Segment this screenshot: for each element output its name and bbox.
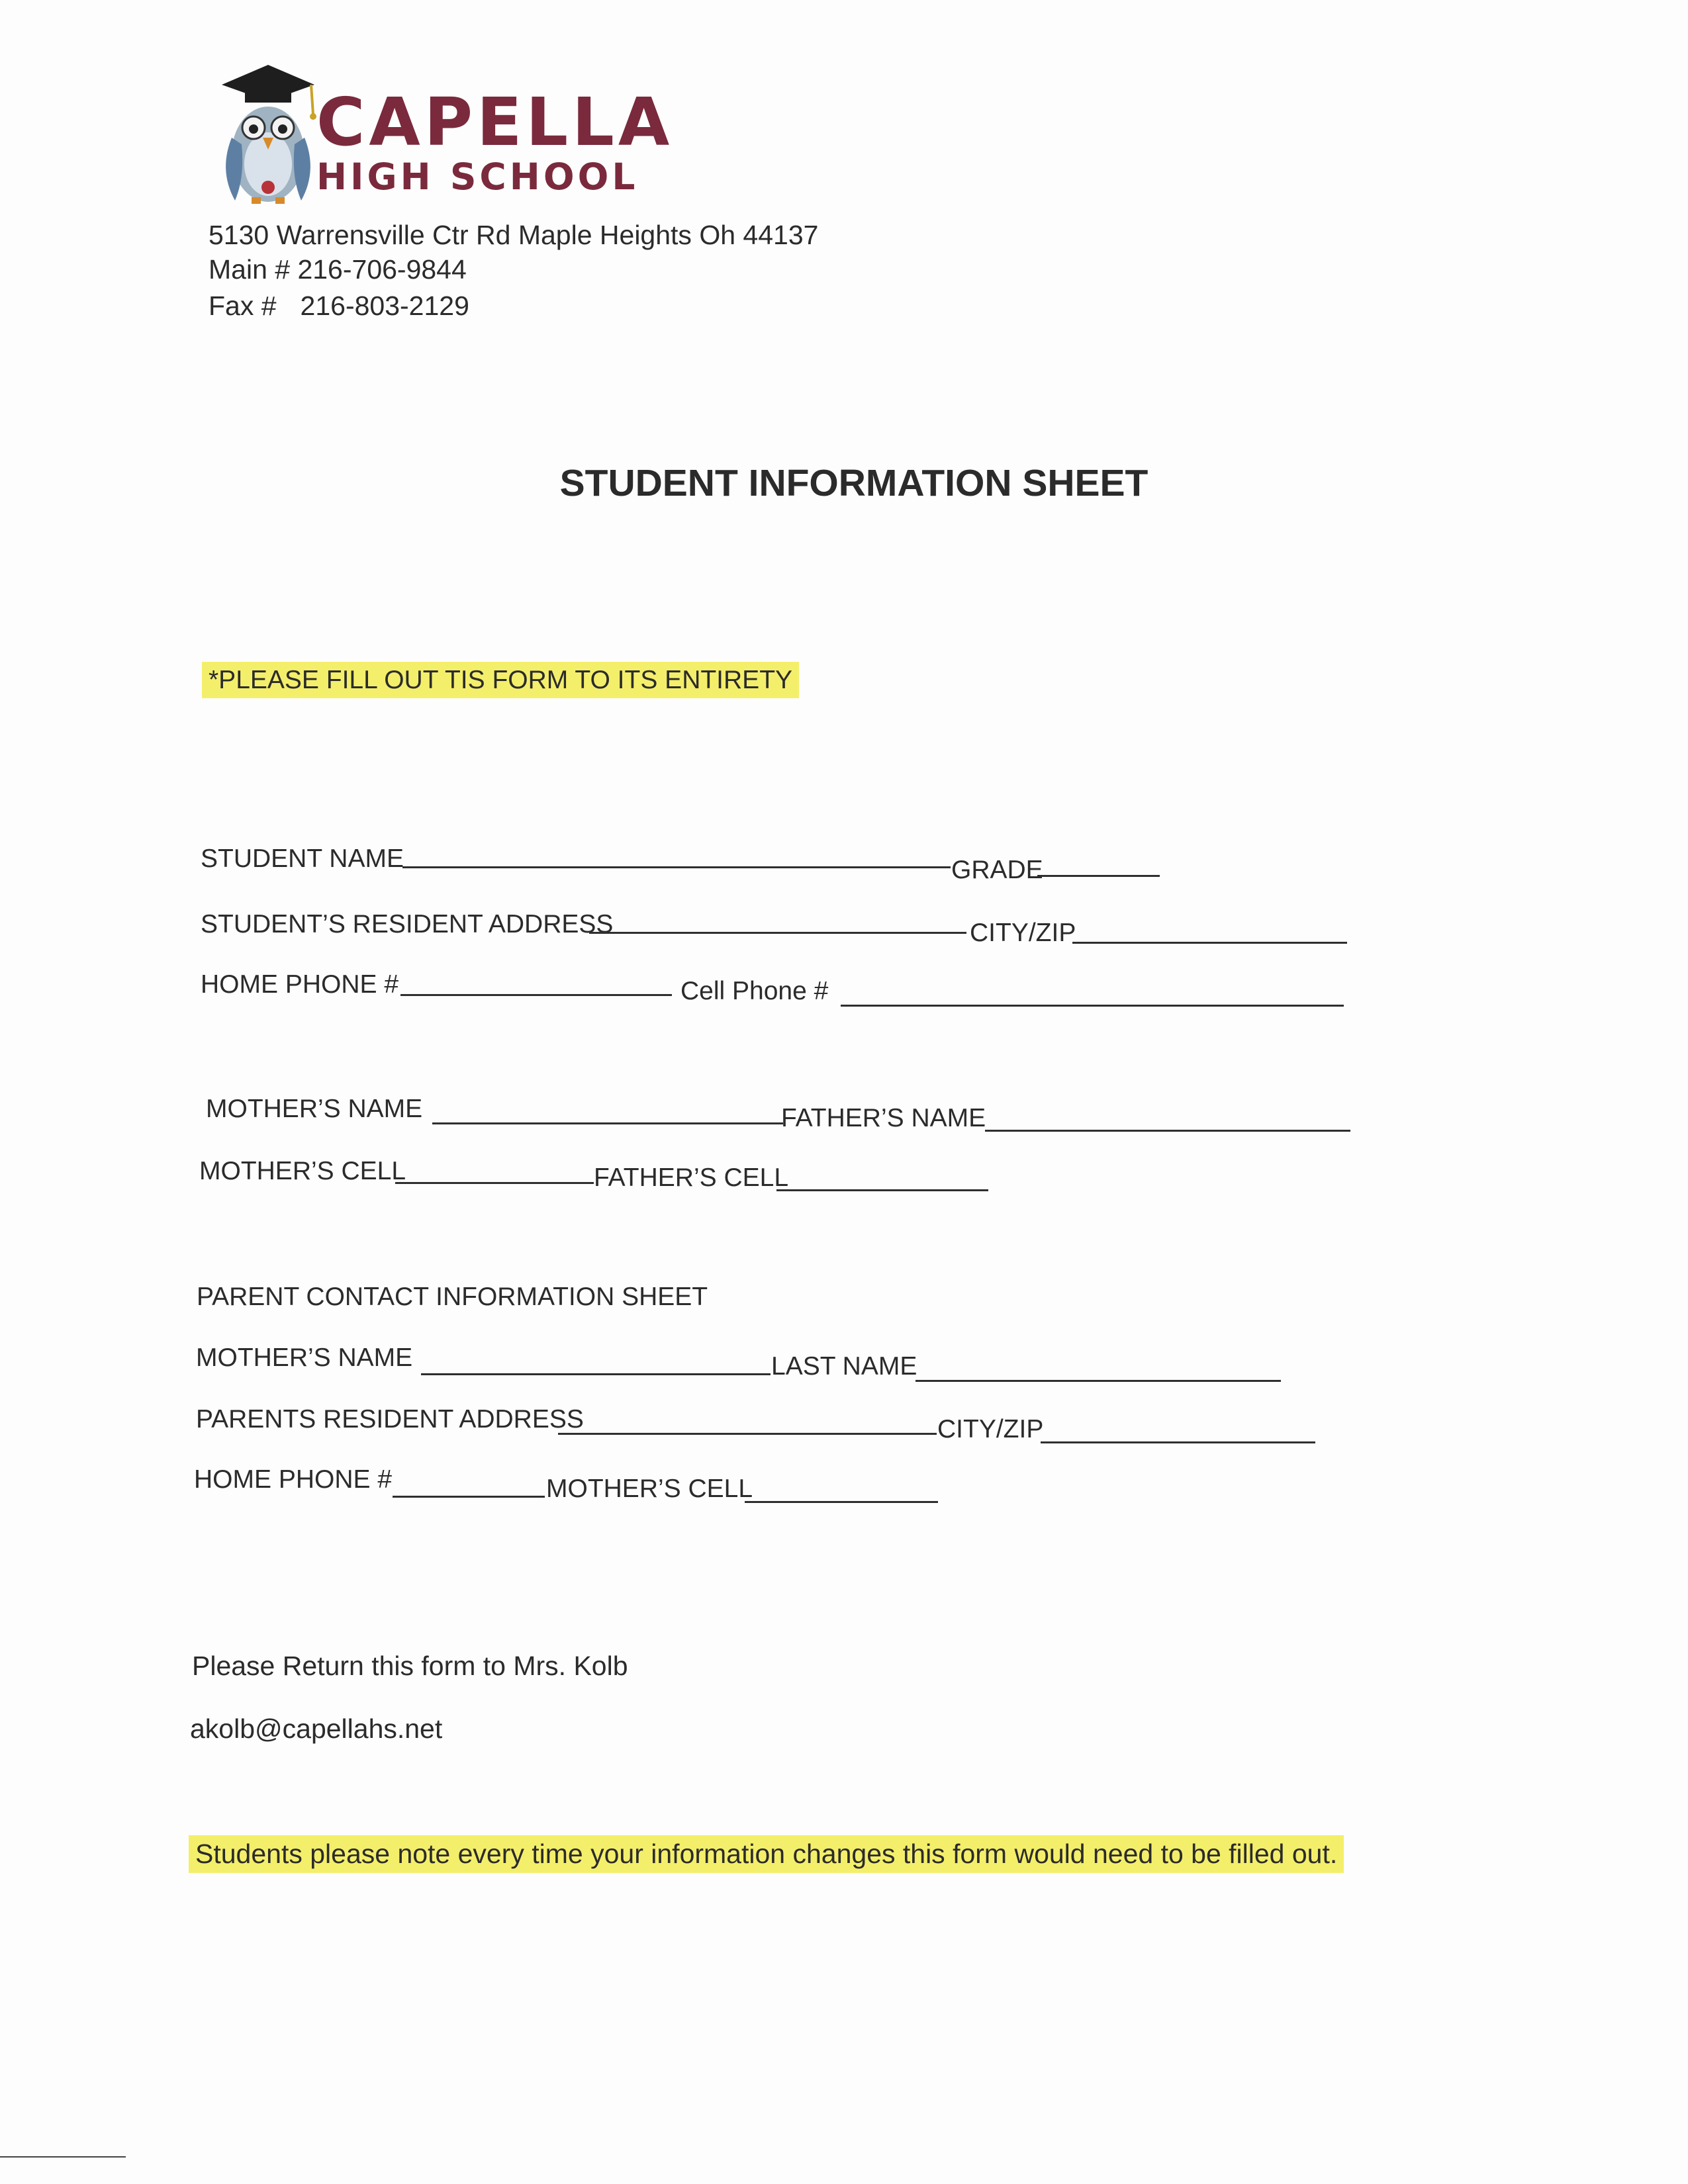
fax-number: 216-803-2129 — [300, 291, 469, 321]
student-name-label: STUDENT NAME — [201, 844, 404, 873]
school-name: CAPELLA — [316, 83, 674, 161]
contact-email[interactable]: akolb@capellahs.net — [190, 1713, 443, 1744]
fathers-name-label: FATHER’S NAME — [781, 1104, 986, 1132]
parent-contact-heading: PARENT CONTACT INFORMATION SHEET — [197, 1283, 708, 1311]
mothers-cell-field[interactable] — [395, 1182, 594, 1184]
last-name-field[interactable] — [915, 1380, 1281, 1382]
home-phone-field[interactable] — [400, 994, 672, 996]
school-subtitle: HIGH SCHOOL — [316, 156, 639, 198]
update-notice: Students please note every time your information changes this form would need to be filled out. — [189, 1835, 1344, 1873]
student-address-label: STUDENT’S RESIDENT ADDRESS — [201, 910, 614, 938]
fill-out-notice: *PLEASE FILL OUT TIS FORM TO ITS ENTIRETY — [202, 662, 799, 698]
fax-label: Fax # — [209, 291, 277, 321]
parent-address-label: PARENTS RESIDENT ADDRESS — [196, 1405, 584, 1433]
parent-home-phone-label: HOME PHONE # — [194, 1465, 393, 1494]
fathers-cell-label: FATHER’S CELL — [594, 1163, 789, 1192]
grade-label: GRADE — [951, 856, 1043, 884]
grade-field[interactable] — [1037, 875, 1160, 877]
parent-mothers-name-field[interactable] — [421, 1373, 771, 1375]
fathers-name-field[interactable] — [985, 1130, 1350, 1132]
parent-city-zip-field[interactable] — [1041, 1441, 1315, 1443]
mothers-name-label: MOTHER’S NAME — [206, 1095, 423, 1123]
page-title: STUDENT INFORMATION SHEET — [559, 462, 1149, 504]
parent-home-phone-field[interactable] — [393, 1496, 545, 1498]
fathers-cell-field[interactable] — [776, 1189, 988, 1191]
parent-mothers-cell-label: MOTHER’S CELL — [546, 1475, 753, 1503]
fax-line — [209, 293, 469, 320]
mothers-cell-label: MOTHER’S CELL — [199, 1157, 406, 1185]
last-name-label: LAST NAME — [771, 1352, 917, 1381]
parent-address-field[interactable] — [558, 1433, 937, 1435]
page-edge-line — [0, 2156, 126, 2158]
cell-phone-field[interactable] — [841, 1005, 1344, 1007]
cell-phone-label: Cell Phone # — [680, 977, 829, 1005]
student-address-field[interactable] — [589, 932, 966, 934]
parent-mothers-cell-field[interactable] — [745, 1501, 938, 1503]
home-phone-label: HOME PHONE # — [201, 970, 399, 999]
mothers-name-field[interactable] — [432, 1122, 783, 1124]
student-name-field[interactable] — [402, 866, 951, 868]
student-city-zip-label: CITY/ZIP — [970, 919, 1076, 947]
owl-graduation-cap-icon — [215, 65, 321, 207]
school-address: 5130 Warrensville Ctr Rd Maple Heights Oh 44137 — [209, 220, 819, 250]
parent-city-zip-label: CITY/ZIP — [937, 1415, 1044, 1443]
main-phone: Main # 216-706-9844 — [209, 254, 467, 285]
student-city-zip-field[interactable] — [1072, 942, 1347, 944]
return-instructions: Please Return this form to Mrs. Kolb — [192, 1651, 628, 1681]
parent-mothers-name-label: MOTHER’S NAME — [196, 1343, 413, 1372]
